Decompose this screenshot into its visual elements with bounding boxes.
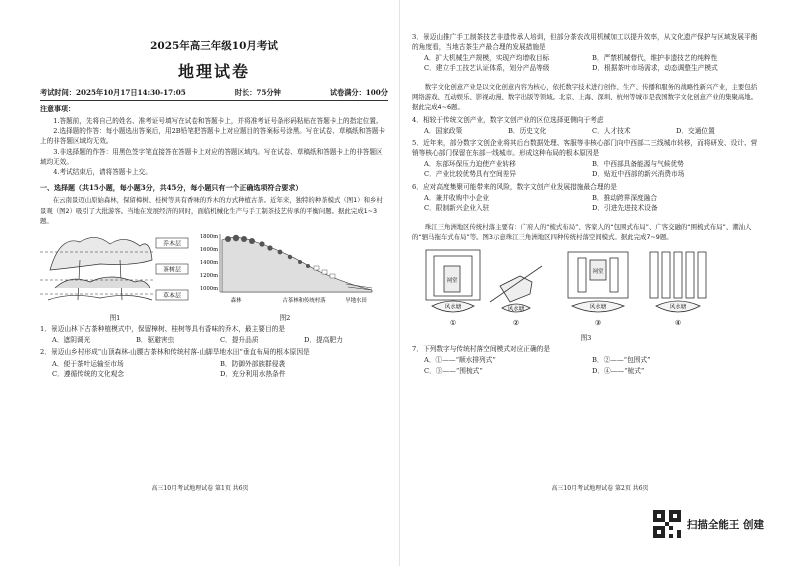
y-tick: 1000m bbox=[199, 286, 218, 293]
question-5-stem: 5．近年来，部分数字文创企业将其后台数据处理、客服等非核心部门向中西部二三线城市转移，而将研发、设计、营销等核心部门保留在东部一线城市。形成这种布局的根本原因是 bbox=[412, 139, 758, 158]
figure-3-drawing bbox=[412, 246, 752, 328]
question-1-options bbox=[40, 335, 388, 345]
option: D．引进先进技术设备 bbox=[592, 204, 658, 213]
fig3-number: ② bbox=[512, 319, 520, 328]
exam-time: 考试时间：2025年10月17日14:30-17:05 bbox=[40, 88, 186, 97]
figure-3-caption: 图3 bbox=[580, 334, 592, 343]
option: C．建立手工技艺认证体系，划分产品等级 bbox=[424, 64, 550, 73]
fig3-number: ④ bbox=[674, 319, 682, 328]
fig3-number: ① bbox=[449, 319, 457, 328]
option: B．推动跨界深度融合 bbox=[592, 193, 658, 202]
fig3-ancestral-hall-label: 祠堂 bbox=[592, 269, 604, 276]
option: C．提升品质 bbox=[220, 336, 259, 345]
y-tick: 1200m bbox=[199, 273, 218, 280]
page-footer-left: 高三10月考试地理试卷 第1页 共6页 bbox=[151, 485, 249, 492]
fig3-pond-label: 风水塘 bbox=[507, 306, 525, 313]
option: C．③——“围梳式” bbox=[424, 366, 483, 375]
figure-1-drawing bbox=[40, 230, 190, 308]
figure-2-caption: 图2 bbox=[279, 314, 291, 323]
x-label-farmland: 旱地水田 bbox=[345, 298, 367, 305]
option: B．历史文化 bbox=[508, 126, 547, 135]
option: D．贴近中西部的新兴消费市场 bbox=[592, 170, 685, 179]
layer-label-tea: 茶树层 bbox=[162, 266, 182, 274]
question-6-options bbox=[412, 193, 760, 214]
option: A．扩大机械生产规模，实现产均增收目标 bbox=[424, 54, 550, 63]
figure-3 bbox=[412, 246, 760, 342]
question-4-stem: 4．相较于传统文创产业，数字文创产业的区位选择更侧向于考虑 bbox=[412, 115, 604, 124]
figure-2 bbox=[196, 230, 374, 322]
x-label-village: 古茶林和传统村落 bbox=[282, 298, 326, 305]
fig3-number: ③ bbox=[594, 319, 602, 328]
question-1-stem: 1．景迈山林下古茶种植模式中，保留樟树、桂树等具有香味的乔木，最主要目的是 bbox=[40, 325, 286, 334]
question-5-options bbox=[412, 159, 760, 180]
question-4-options bbox=[412, 126, 760, 136]
notes-title: 注意事项： bbox=[40, 104, 75, 113]
fig3-pond-label: 风水塘 bbox=[669, 304, 687, 311]
scanner-watermark bbox=[653, 510, 764, 538]
passage-2: 数字文化创意产业是以文化创意内容为核心，依托数字技术进行创作、生产、传播和服务的战略性新兴产业，主要包括网络游戏、互动娱乐、影视动漫、数字出版等领域。北京、上海、深圳、杭州等城市是我国数字文化创意产业的集聚高地。据此完成4~6题。 bbox=[412, 82, 758, 112]
passage-1: 在云南景迈山原始森林，保留樟树、桂树等具有香味的乔木的方式种植古茶。近年来，独特的种茶模式（图1）和乡村景观（图2）吸引了大批游客。当地在发展经济的同时，面临机械化生产与手工制茶技艺传承的平衡问题。据此完成1~3题。 bbox=[40, 196, 383, 225]
option: C．产业比较优势具有空间差异 bbox=[424, 170, 517, 179]
layer-label-tree: 乔木层 bbox=[162, 240, 182, 248]
note-item: 4.考试结束后，请将答题卡上交。 bbox=[53, 168, 152, 177]
option: B．中西部具备能源与气候优势 bbox=[592, 160, 684, 169]
figure-1-caption: 图1 bbox=[109, 314, 121, 323]
question-7-stem: 7．下列数字与传统村落空间模式对应正确的是 bbox=[412, 345, 551, 354]
qr-code-icon bbox=[653, 510, 681, 538]
section-title: 一、选择题（共15小题，每小题3分，共45分，每小题只有一个正确选项符合要求） bbox=[40, 183, 303, 193]
option: B．防御外部族群侵袭 bbox=[220, 359, 286, 368]
option: D．④——“梳式” bbox=[592, 366, 645, 375]
question-2-options bbox=[40, 359, 388, 380]
option: C．限制新兴企业入驻 bbox=[424, 204, 490, 213]
option: D．根据茶叶市场需求，动态调整生产模式 bbox=[592, 64, 718, 73]
exam-info bbox=[40, 88, 388, 101]
subject-title: 地理试卷 bbox=[177, 62, 250, 81]
exam-duration: 时长：75分钟 bbox=[234, 88, 281, 97]
note-item: 2.选择题的作答：每小题选出答案后，用2B铅笔把答题卡上对应题目的答案标号涂黑。写在试卷、草稿纸和答题卡上的非答题区域均无效。 bbox=[40, 127, 386, 146]
option: A．①——“顺水排列式” bbox=[424, 356, 496, 365]
option: A．遮阴调光 bbox=[52, 336, 91, 345]
option: D．充分利用水热条件 bbox=[220, 369, 286, 378]
fig3-pond-label: 风水塘 bbox=[444, 304, 462, 311]
page-footer-right: 高三10月考试地理试卷 第2页 共6页 bbox=[551, 485, 649, 492]
question-7-options bbox=[412, 355, 760, 376]
exam-title: 2025年高三年级10月考试 bbox=[150, 40, 278, 52]
question-3-options bbox=[412, 53, 760, 74]
y-tick: 1800m bbox=[199, 234, 218, 241]
scanner-label: 扫描全能王 创建 bbox=[686, 518, 764, 531]
figure-2-drawing bbox=[196, 230, 374, 308]
option: A．兼并收购中小企业 bbox=[424, 193, 490, 202]
option: C．人才技术 bbox=[592, 126, 631, 135]
fig3-ancestral-hall-label: 祠堂 bbox=[446, 278, 458, 285]
x-label-forest: 森林 bbox=[230, 298, 242, 305]
right-page bbox=[400, 0, 800, 566]
option: D．提高肥力 bbox=[304, 336, 343, 345]
note-item: 1.答题前，先将自己的姓名、准考证号填写在试卷和答题卡上，并将准考证号条形码粘贴在答题卡上的指定位置。 bbox=[53, 117, 383, 125]
y-tick: 1600m bbox=[199, 247, 218, 254]
figures-1-2 bbox=[40, 230, 388, 322]
question-6-stem: 6．应对高度集聚可能带来的风险，数字文创产业发展措施最合理的是 bbox=[412, 182, 617, 191]
y-tick: 1400m bbox=[199, 260, 218, 267]
option: B．严禁机械替代，维护非遗技艺的纯粹性 bbox=[592, 54, 718, 63]
option: D．交通位置 bbox=[676, 126, 715, 135]
option: C．遵循传统的文化观念 bbox=[52, 369, 124, 378]
fig3-pond-label: 风水塘 bbox=[589, 304, 607, 311]
option: B．②——“包围式” bbox=[592, 356, 651, 365]
option: A．国家政策 bbox=[424, 126, 463, 135]
option: A．便于茶叶运输至市场 bbox=[52, 359, 124, 368]
figure-1 bbox=[40, 230, 190, 322]
note-item: 3.非选择题的作答：用黑色签字笔直接答在答题卡上对应的答题区域内。写在试卷、草稿纸和答题卡上的非答题区域均无效。 bbox=[40, 147, 383, 166]
question-3-stem: 3．景迈山推广手工制茶技艺非遗传承人培训，但部分茶农改用机械加工以提升效率，从文化遗产保护与区域发展平衡的角度看，当地古茶生产最合理的发展措施是 bbox=[412, 33, 758, 52]
exam-full-score: 试卷满分：100分 bbox=[329, 88, 388, 97]
option: A．东部环保压力迫使产业转移 bbox=[424, 160, 516, 169]
option: B．驱避害虫 bbox=[136, 336, 175, 345]
passage-3: 珠江三角洲地区传统村落主要有：广府人的“梳式布局”、客家人的“包围式布局”、广客交融的“围梳式布局”、潮汕人的“驷马拖车式布局”等。图3示意珠江三角洲地区四种传统村落空间模式。据此完成7~9题。 bbox=[412, 222, 752, 241]
layer-label-herb: 草本层 bbox=[162, 292, 182, 300]
question-2-stem: 2．景迈山乡村形成“山顶森林-山腰古茶林和传统村落-山脚旱地水田”垂直布局的根本原因是 bbox=[40, 348, 310, 357]
